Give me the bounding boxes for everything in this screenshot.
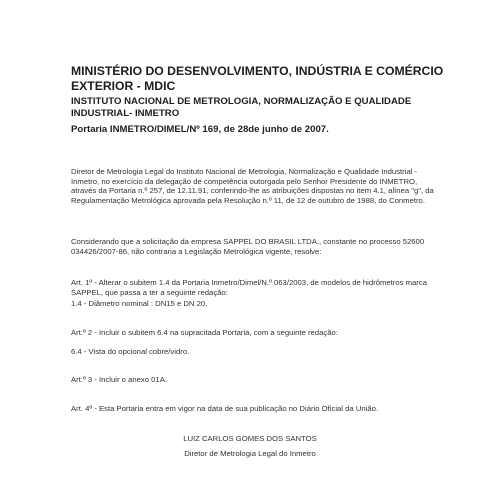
article-2: Art.º 2 - Incluir o subitem 6.4 na supracitada Portaria, com a seguinte redação: [71, 328, 338, 337]
signatory-name: LUIZ CARLOS GOMES DOS SANTOS [183, 434, 317, 443]
article-1-item: 1.4 - Diâmetro nominal : DN15 e DN 20. [71, 299, 208, 308]
preamble-paragraph: Diretor de Metrologia Legal do Instituto Nacional de Metrologia, Normalização e Qualidade Industrial - Inmetro, no exercício da delegação de competência outorgada pelo Senhor Presidente do INMETRO, através da Portaria n.º 257, de 12.11.91, conferindo-lhe as atribuições dispostas no item 4.1, alínea "g", da Regulamentação Metrológica aprovada pela Resolução n.º 11, de 12 de outubro de 1988, do Conmetro. [71, 167, 434, 206]
considering-paragraph: Considerando que a solicitação da empresa SAPPEL DO BRASIL LTDA., constante no processo 52600 034426/2007-86, não contraria a Legislação Metrológica vigente, resolve: [71, 237, 425, 256]
article-1: Art. 1º - Alterar o subitem 1.4 da Portaria Inmetro/Dimel/N.º 063/2003, de modelos de hidrômetros marca SAPPEL, que passa a ter a seguinte redação: [71, 278, 427, 297]
signatory-title: Diretor de Metrologia Legal do Inmetro [184, 449, 316, 458]
institute-heading: INSTITUTO NACIONAL DE METROLOGIA, NORMALIZAÇÃO E QUALIDADE INDUSTRIAL- INMETRO [71, 96, 412, 119]
article-2-item: 6.4 - Vista do opcional cobre/vidro. [71, 347, 190, 356]
portaria-title: Portaria INMETRO/DIMEL/Nº 169, de 28de junho de 2007. [71, 124, 329, 135]
article-4: Art. 4º - Esta Portaria entra em vigor na data de sua publicação no Diário Oficial da União. [71, 404, 379, 413]
article-3: Art.º 3 - Incluir o anexo 01A. [71, 375, 167, 384]
ministry-heading: MINISTÉRIO DO DESENVOLVIMENTO, INDÚSTRIA E COMÉRCIO EXTERIOR - MDIC [71, 64, 444, 93]
